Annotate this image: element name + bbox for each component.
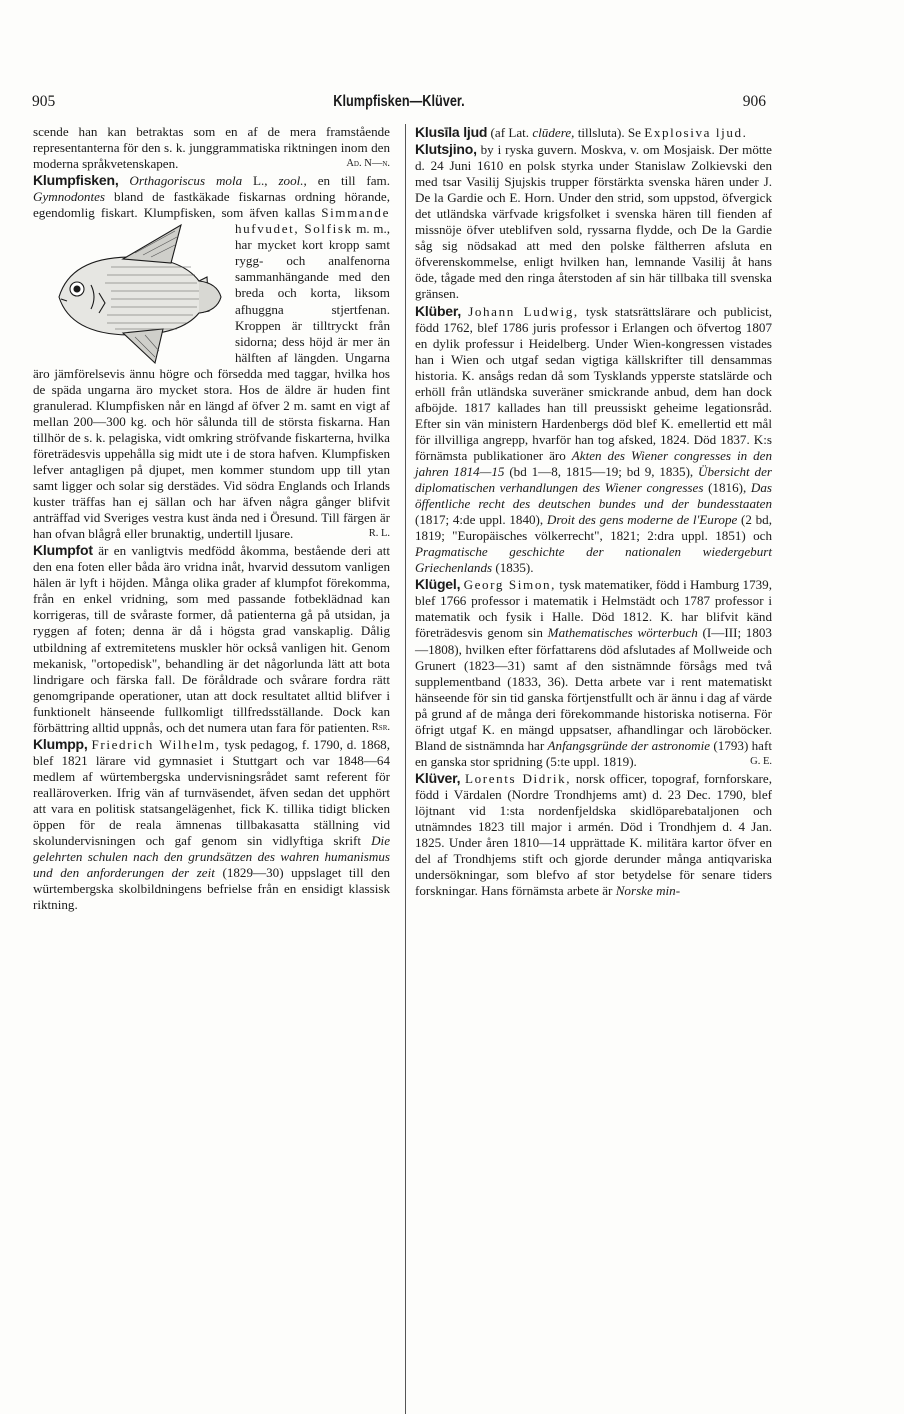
page-header [32, 93, 766, 115]
signature: Rsr. [371, 721, 390, 733]
headword: Klüver, [415, 769, 461, 786]
entry-klutsjino: Klutsjino, by i ryska guvern. Moskva, v. om Mosjaisk. Der mötte d. 24 Juni 1610 en polsk styrka under Stanislaw Zolkievski den med tsar Vasilij Sjujskis trupper förstärkta svenska hären under J. De la Gardie och E. Horn. Under den strid, som uppstod, öfvergick det utländska värfvade krigsfolket i svenska hären till fienden af missnöje öfver uteblifven sold, ryssarna flydde, och De la Gardie såg sig nödsakad att med den polske fältherren afsluta en öfverenskommelse, enligt hvilken han, lemnande Vasilij åt hans öde, tågade med den ringa återstoden af sin här tillbaka till svenska gränsen. [415, 141, 772, 302]
headword: Klumpfot [33, 542, 93, 559]
right-column [415, 124, 772, 899]
left-column [33, 124, 390, 913]
entry-klumpfisken: Klumpfisken, Orthagoriscus mola L., zool., en till fam. Gymnodontes bland de fastkäkade fiskarnas ordning hörande, egendomlig fiskart. Klumpfisken, som äfven kallas Simmande hufvudet, Solfisk m. m., har mycket kort kropp samt rygg- och analfenorna sammanhängande med den breda och korta, liksom afhuggna stjertfenan. Kroppen är tilltryckt från sidorna; dess höjd är mer än hälften af längden. Ungarna äro jämförelsevis ännu högre och försedda med taggar, hvilka hos de späda ungarna äro mycket stora. Hos de äldre är huden fint granulerad. Klumpfisken når en längd af öfver 2 m. samt en vigt af mellan 200—300 kg. och hör sålunda till de största fiskarna. Han tillhör de s. k. pelagiska, vidt omkring ströfvande fiskarterna, hvilka företrädesvis uppehålla sig midt ute i de stora hafven. Klumpfisken lefver antagligen på djupet, men kommer stundom upp till ytan samt ligger och solar sig derstädes. Vid södra Englands och Irlands kuster träffas han ej sällan och har äfven några gånger blifvit anträffad vid Sveriges vestra kust ända ned i Öresund. Till färgen är han ofvan blågrå eller brunaktig, undertill ljusare. R. L. [33, 172, 391, 542]
sunfish-illustration [31, 223, 227, 365]
signature: R. L. [368, 528, 390, 540]
entry-kluver: Klüver, Lorents Didrik, norsk officer, topograf, fornforskare, född i Värdalen (Nordre Trondhjems amt) d. 23 Dec. 1790, blef löjtnant vid 1:sta nordenfjeldska skidlöparebataljonen och utnämndes 1823 till major i armén. Död i Trondhjem d. 4 Jan. 1825. Under åren 1810—14 upprättade K. militära kartor öfver en del af Trondhjems stift och gjorde derunder många antiqvariska undersökningar, som blefvo af stor betydelse för senare tiders forskningar. Hans förnämsta arbete är Norske min- [415, 769, 772, 899]
entry-continuation: scende han kan betraktas som en af de mera framstående representanterna för den s. k. junggrammatiska riktningen inom den moderna språkvetenskapen. Ad. N—n. [33, 124, 390, 172]
headword: Klusīla ljud [415, 124, 488, 140]
entry-klusila-ljud: Klusīla ljud (af Lat. clūdere, tillsluta). Se Explosiva ljud. [415, 124, 748, 140]
headword: Klügel, [415, 576, 461, 593]
signature: G. E. [750, 755, 772, 767]
page-number-left: 905 [32, 93, 56, 110]
column-rule [405, 124, 406, 1414]
headword: Klumpfisken, [33, 172, 119, 189]
signature: Ad. N—n. [346, 158, 390, 170]
entry-klumpp: Klumpp, Friedrich Wilhelm, tysk pedagog, f. 1790, d. 1868, blef 1821 lärare vid gymnasiet i Stuttgart och var 1848—64 medlem af würtembergska undervisningsrådet samt referent för realläroverken. Ifrig vän af turnväsendet, äfven sedan det upphört att vara en politisk statsangelägenhet, fick K. tillika tidigt blicken öppen för de reala ämnenas tillbakasatta ställning vid skolundervisningen och gaf genom sin vidlyftiga skrift Die gelehrten schulen nach den grundsätzen des wahren humanismus und den anforderungen der zeit (1829—30) uppslaget till den würtembergska skolbildningens befrielse från en ensidigt klassisk riktning. [33, 735, 390, 913]
page-number-right: 906 [742, 93, 766, 110]
running-title: Klumpfisken—Klüver. [333, 93, 465, 110]
headword: Klüber, [415, 302, 462, 319]
headword: Klumpp, [33, 735, 88, 752]
entry-kluber: Klüber, Johann Ludwig, tysk statsrättslärare och publicist, född 1762, blef 1786 juris professor i Erlangen och öfvertog 1807 en dylik professur i Heidelberg. Under Wien-kongressen vistades han i Wien och utgaf sedan vigtiga källskrifter till densammas historia. K. ansågs redan då som Tysklands ypperste statslärde och erhöll från utländska suveräner smickrande anbud, dem han dock afböjde. 1817 kallades han till preussiskt geheime legationsråd. Efter sin vän ministern Hardenbergs död blef K. emellertid ett mål för illvilliga angrepp, hvarför han tog afsked, 1824. Död 1837. K:s förnämsta publikationer äro Akten des Wiener congresses in den jahren 1814—15 (bd 1—8, 1815—19; bd 9, 1835), Übersicht der diplomatischen verhandlungen des Wiener congresses (1816), Das öffentliche recht des deutschen bundes und der bundesstaaten (1817; 4:de uppl. 1840), Droit des gens moderne de l'Europe (2 bd, 1819; "Europäisches völkerrecht", 1821; 2:dra uppl. 1851) och Pragmatische geschichte der nationalen wiedergeburt Griechenlands (1835). [415, 302, 773, 576]
entry-klugel: Klügel, Georg Simon, tysk matematiker, född i Hamburg 1739, blef 1766 professor i matematik i Helmstädt och 1787 professor i matematik och fysik i Halle. Död 1812. K. har blifvit känd företrädesvis genom sin Mathematisches wörterbuch (I—III; 1803—1808), hvilken efter författarens död afslutades af Mollweide och Grunert (1823—31) samt af den sistnämnde försågs med två supplementband (1833, 36). Detta arbete var i rent matematiskt hänseende för sin tid ganska förtjenstfullt och är ännu i dag af värde på grund af de många deri förekommande historiska notiserna. För öfrigt utgaf K. en mängd uppsatser, afhandlingar och läroböcker. Bland de sistnämnda har Anfangsgründe der astronomie (1793) haft en ganska stor spridning (5:te uppl. 1819). G. E. [415, 576, 772, 769]
cross-reference: Explosiva ljud. [644, 125, 748, 140]
headword: Klutsjino, [415, 141, 477, 158]
entry-klumpfot: Klumpfot är en vanligtvis medfödd åkomma, bestående deri att den ena foten eller båda äro vridna inåt, hvarvid dessutom vanligen hälen är lyft i höjden. Många olika grader af klumpfot förekomma, från en enkel vridning, som med passande fotbeklädnad kan korrigeras, till de svåraste former, då patienterna gå på utsidan, ja ryggen af foten; denna är då i högsta grad vanskaplig. Dålig utbildning af extremitetens muskler hör också vanligen hit. Genom mekanisk, "ortopedisk", behandling är det någorlunda lätt att bota lindrigare och färska fall. De föråldrade och svårare fordra rätt genomgripande operationer, utan att dock resultatet alltid blifver i funktionelt hänseende fullkomligt tillfredsställande. Dock kan förbättring alltid uppnås, och det numera utan fara för patienten. Rsr. [33, 542, 390, 735]
